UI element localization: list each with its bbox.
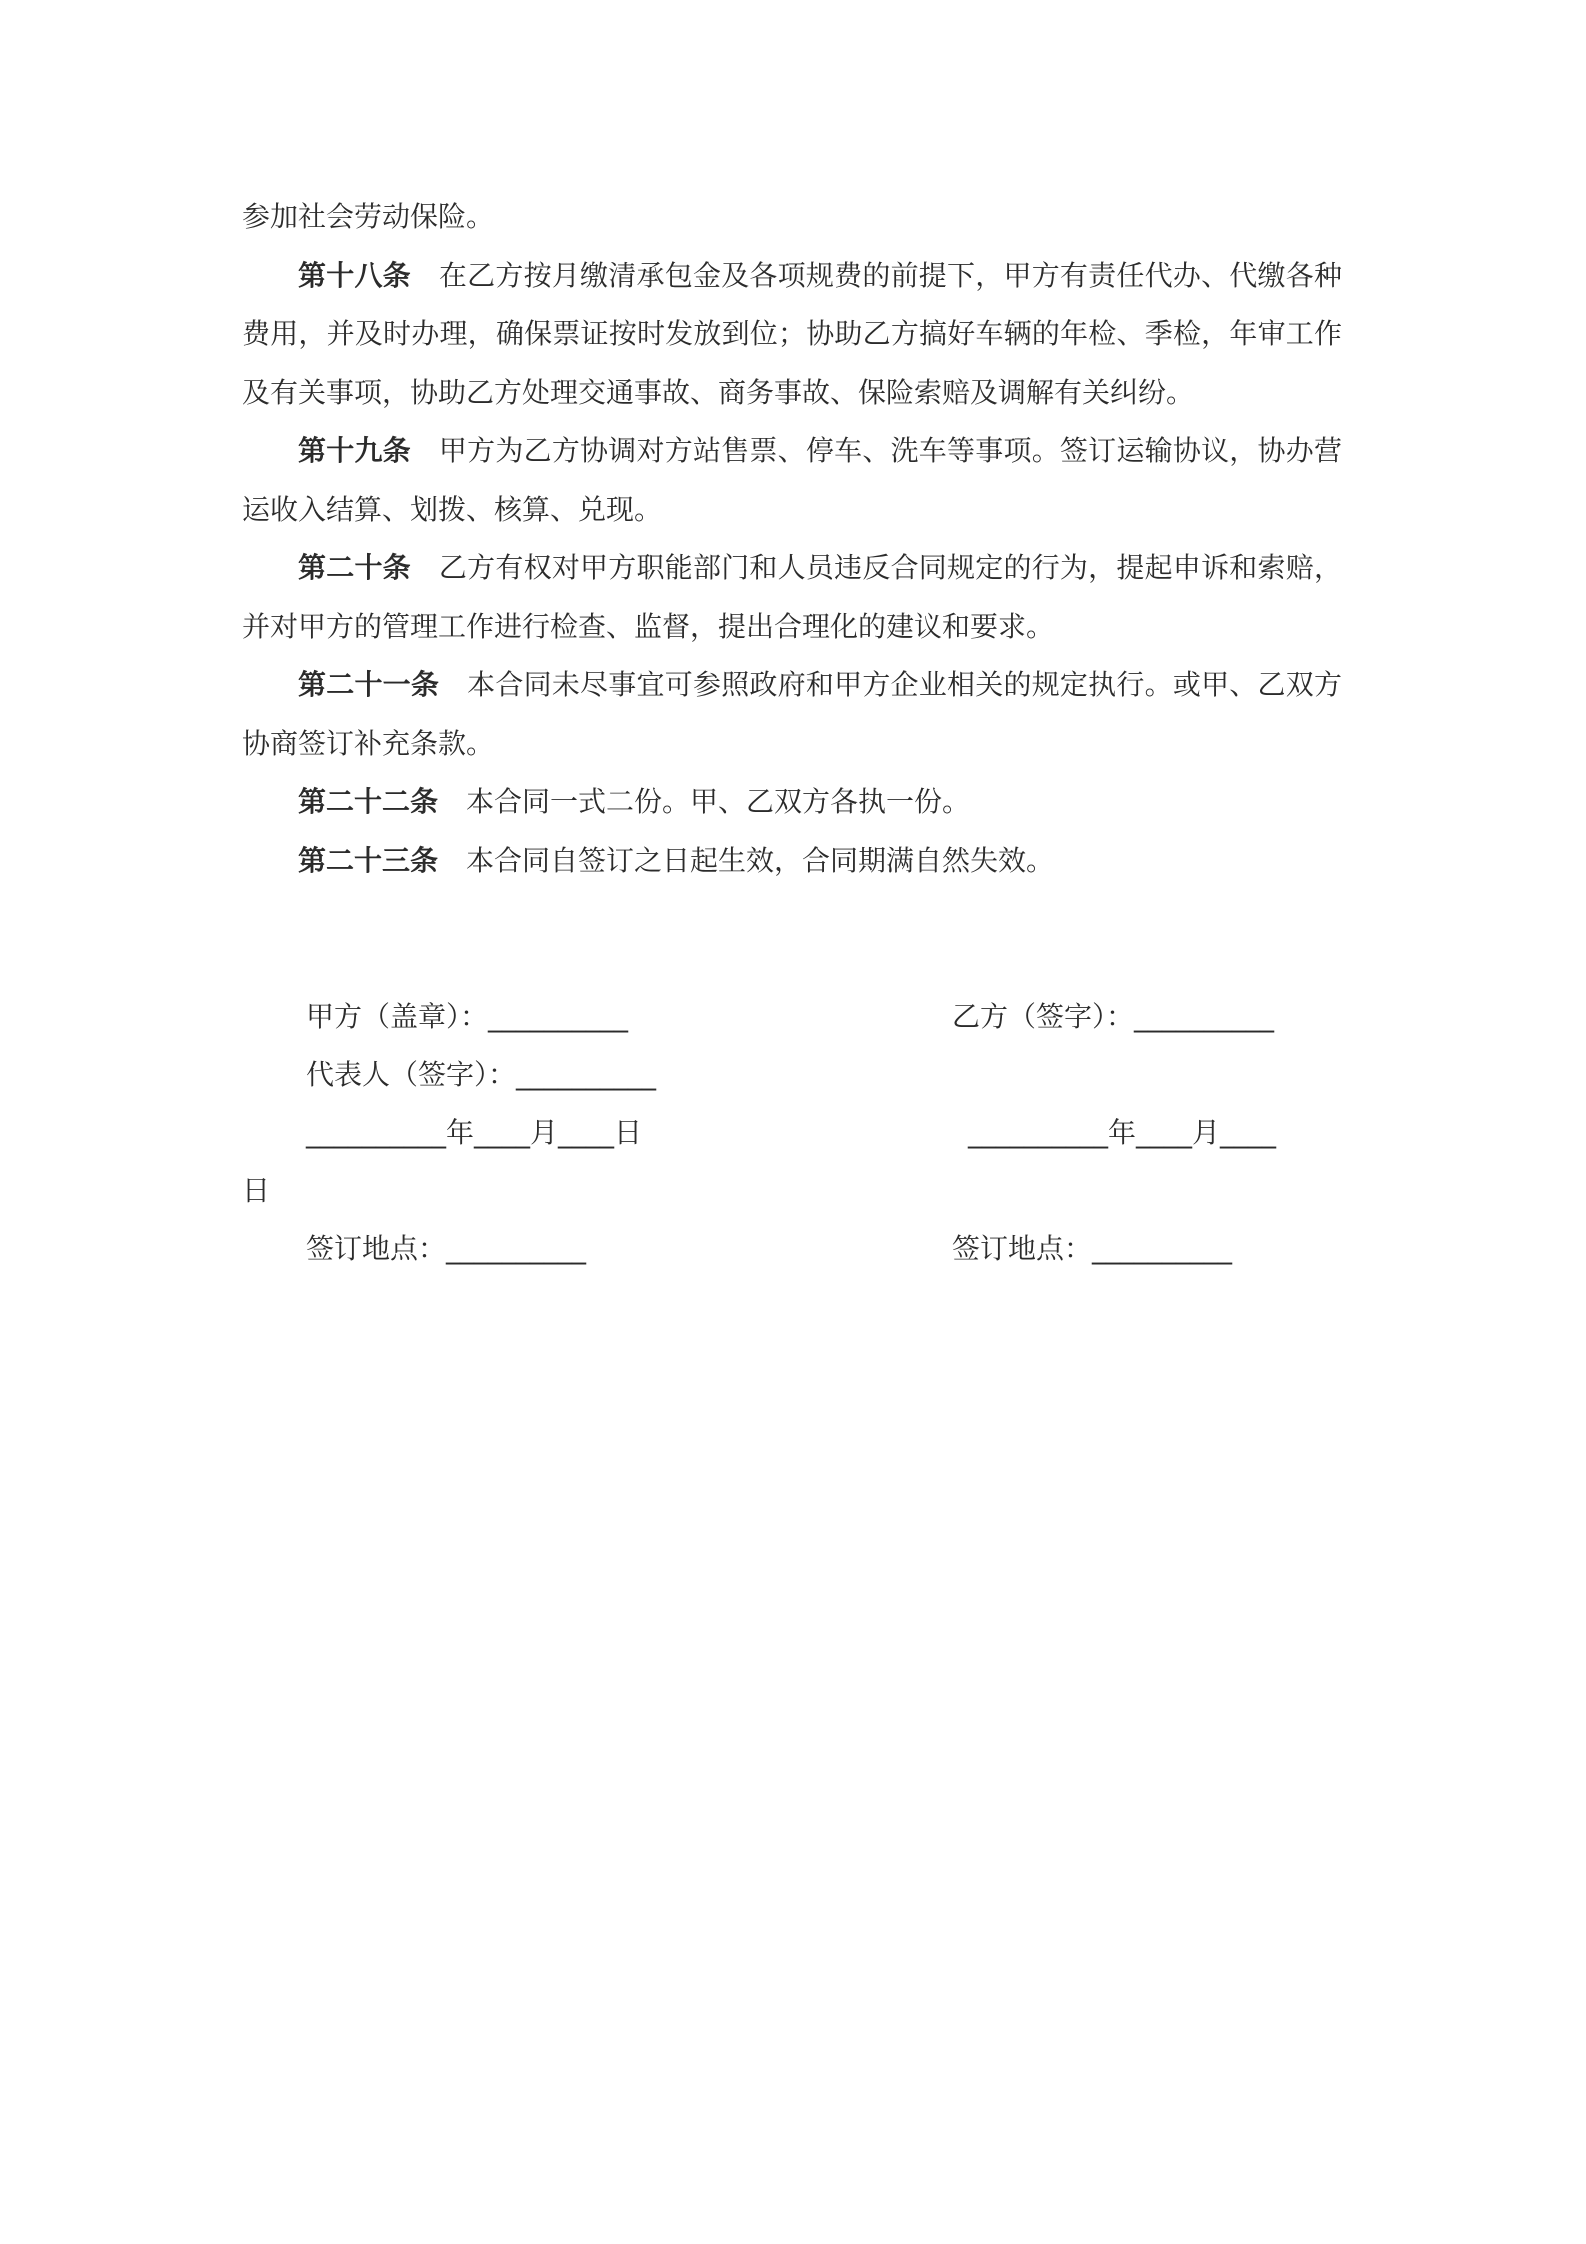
- party-b-date-line: __________年____月____: [968, 1116, 1277, 1149]
- article-number: 第二十条: [298, 551, 411, 584]
- article-21: [242, 656, 1342, 773]
- article-19: [242, 422, 1342, 539]
- article-text: 乙方有权对甲方职能部门和人员违反合同规定的行为，提起申诉和索赔，并对甲方的管理工作进行检查、监督，提出合理化的建议和要求。: [242, 551, 1342, 643]
- article-number: 第十八条: [298, 258, 411, 292]
- contract-body: [242, 188, 1342, 890]
- paragraph-continuation: [242, 188, 1342, 247]
- party-a-place-line: 签订地点：__________: [306, 1232, 587, 1265]
- article-18: [242, 247, 1342, 423]
- article-text: 本合同一式二份。甲、乙双方各执一份。: [466, 785, 971, 818]
- party-a-seal-line: 甲方（盖章）：__________: [306, 1000, 629, 1033]
- article-number: 第二十三条: [298, 843, 439, 877]
- party-b-date-day: 日: [242, 1174, 271, 1207]
- article-20: [242, 539, 1342, 656]
- article-23: [242, 832, 1342, 891]
- article-number: 第二十一条: [298, 668, 440, 701]
- article-text: 甲方为乙方协调对方站售票、停车、洗车等事项。签订运输协议，协办营运收入结算、划拨、核算、兑现。: [242, 434, 1342, 526]
- article-number: 第十九条: [298, 434, 411, 467]
- paragraph-text: 参加社会劳动保险。: [242, 200, 495, 233]
- party-b-sign-line: 乙方（签字）：__________: [952, 1000, 1275, 1033]
- article-text: 本合同自签订之日起生效，合同期满自然失效。: [466, 843, 1055, 877]
- representative-sign-line: 代表人（签字）：__________: [306, 1058, 657, 1091]
- article-text: 本合同未尽事宜可参照政府和甲方企业相关的规定执行。或甲、乙双方协商签订补充条款。: [242, 668, 1342, 760]
- article-22: [242, 773, 1342, 832]
- party-b-place-line: 签订地点：__________: [952, 1232, 1233, 1265]
- article-text: 在乙方按月缴清承包金及各项规费的前提下，甲方有责任代办、代缴各种费用，并及时办理，确保票证按时发放到位；协助乙方搞好车辆的年检、季检，年审工作及有关事项，协助乙方处理交通事故、商务事故、保险索赔及调解有关纠纷。: [242, 258, 1342, 409]
- article-number: 第二十二条: [298, 785, 439, 818]
- party-a-date-line: __________年____月____日: [306, 1116, 643, 1149]
